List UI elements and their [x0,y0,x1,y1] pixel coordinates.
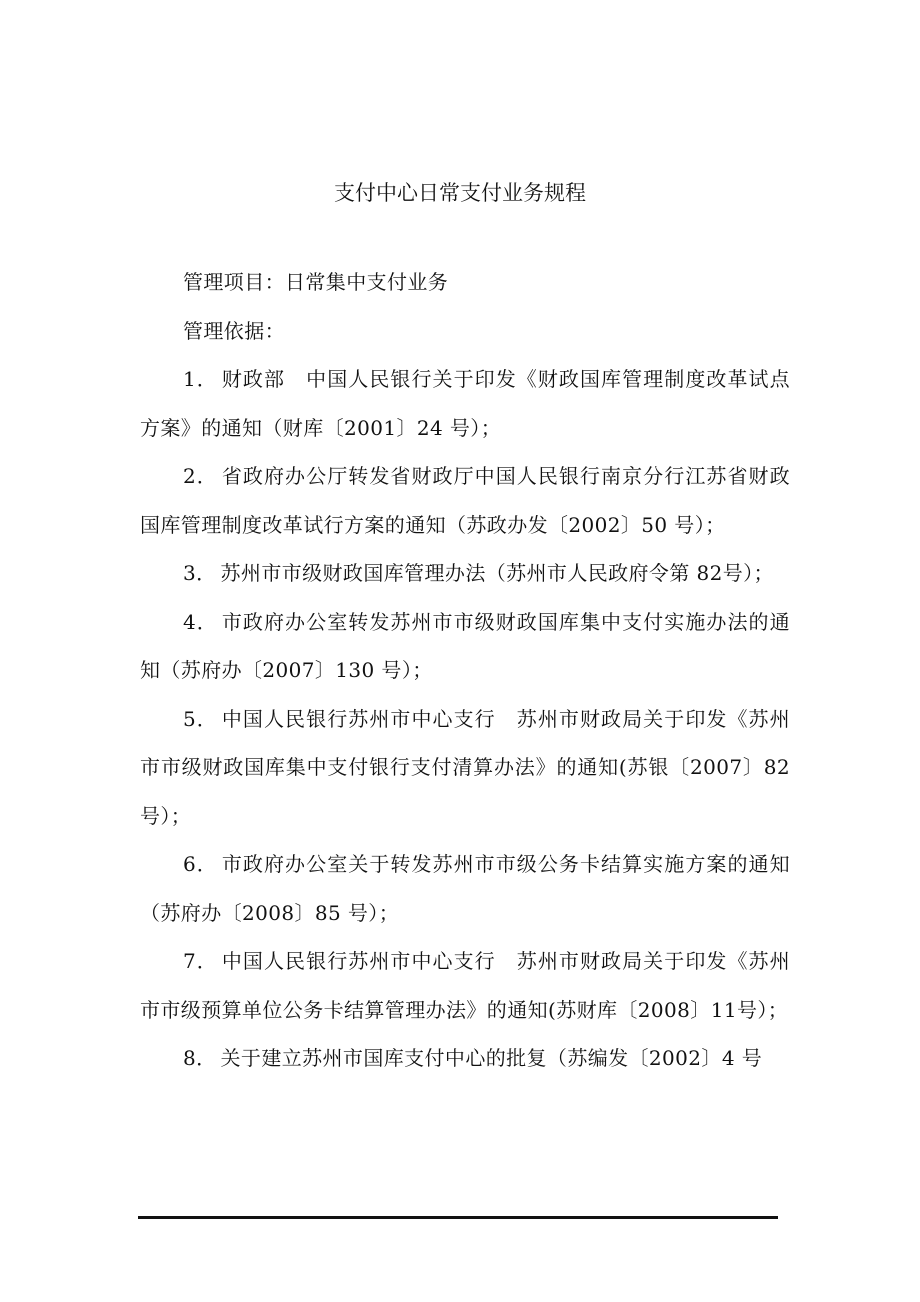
management-basis-label: 管理依据： [183,318,285,343]
item-number: 5． [183,706,218,731]
item-text: 市政府办公室转发苏州市市级财政国库集中支付实施办法的通知（苏府办〔2007〕130 号）； [140,609,790,682]
item-number: 4． [183,609,218,634]
item-number: 6． [183,852,218,876]
basis-item-8 [140,1034,790,1083]
item-number: 1． [183,367,218,391]
basis-item-1 [140,355,790,452]
item-text: 省政府办公厅转发省财政厅中国人民银行南京分行江苏省财政国库管理制度改革试行方案的通知（苏政办发〔2002〕50 号）； [140,464,790,537]
item-text: 中国人民银行苏州市中心支行 苏州市财政局关于印发《苏州市市级财政国库集中支付银行支付清算办法》的通知(苏银〔2007〕82 号）； [140,706,790,828]
item-number: 2． [183,464,218,488]
basis-item-2 [140,452,790,549]
item-text: 财政部 中国人民银行关于印发《财政国库管理制度改革试点方案》的通知（财库〔2001〕24 号）； [140,367,790,440]
item-text: 中国人民银行苏州市中心支行 苏州市财政局关于印发《苏州市市级预算单位公务卡结算管理办法》的通知(苏财库〔2008〕11号）； [140,949,790,1022]
basis-item-3 [140,549,790,598]
item-text: 关于建立苏州市国库支付中心的批复（苏编发〔2002〕4 号 [220,1046,763,1070]
basis-item-4 [140,598,790,695]
document-title: 支付中心日常支付业务规程 [334,181,586,205]
item-text: 苏州市市级财政国库管理办法（苏州市人民政府令第 82号）； [220,561,774,585]
item-number: 8． [183,1046,217,1070]
item-number: 7． [183,949,218,973]
basis-item-7 [140,937,790,1034]
basis-item-6 [140,840,790,937]
footer-divider [138,1216,778,1219]
management-item: 管理项目：日常集中支付业务 [183,270,449,294]
document-body [140,258,790,1083]
item-text: 市政府办公室关于转发苏州市市级公务卡结算实施方案的通知（苏府办〔2008〕85 号）； [140,852,790,925]
item-number: 3． [183,561,217,585]
basis-item-5 [140,695,790,841]
